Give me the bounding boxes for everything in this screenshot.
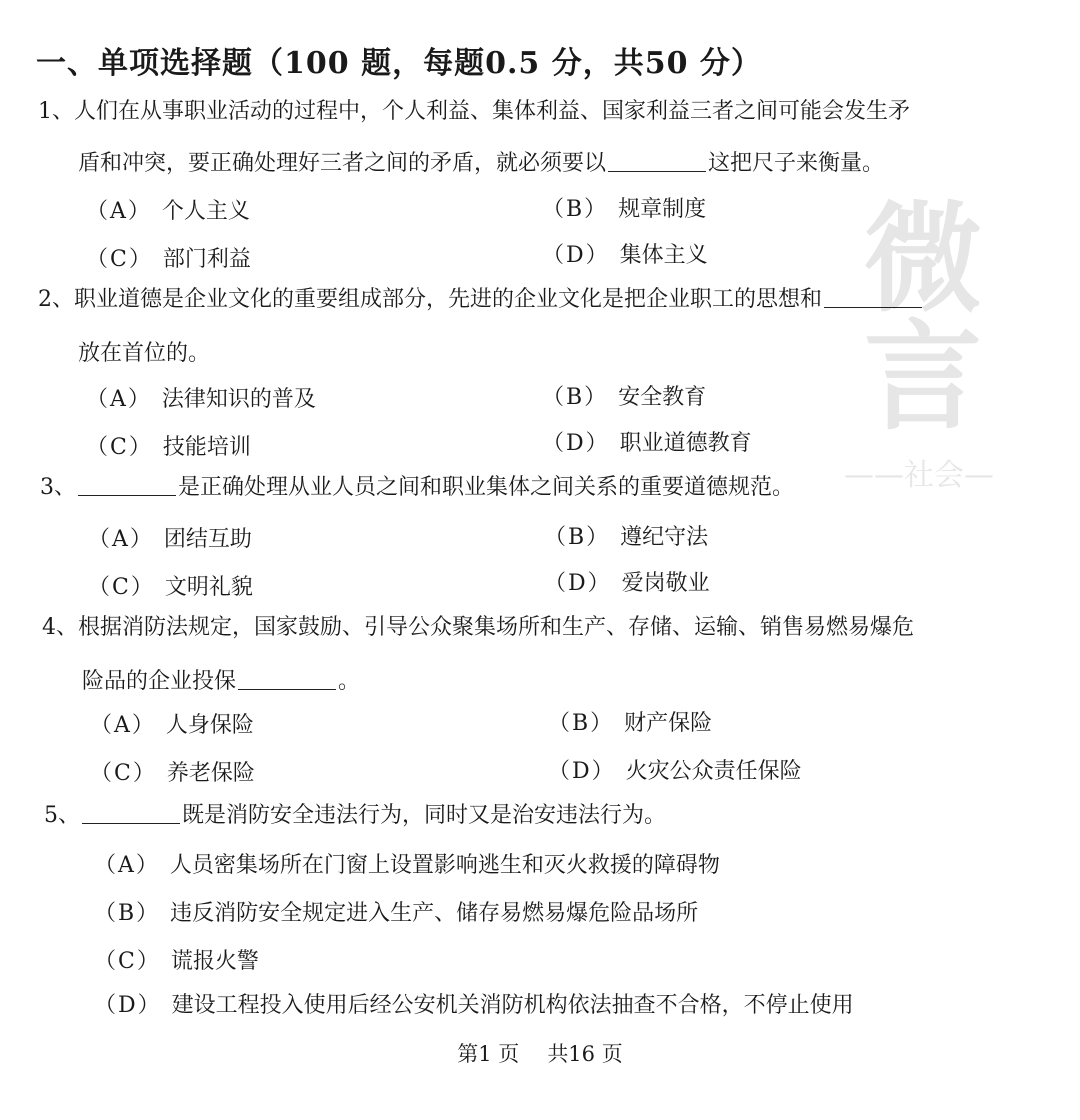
option-text: 谎报火警 <box>170 949 259 974</box>
watermark-logo-text: 微言 <box>864 190 987 446</box>
option-text: 个人主义 <box>161 199 250 224</box>
question-1-line-1 <box>38 88 910 136</box>
option-text: 法律知识的普及 <box>161 387 316 412</box>
option-d <box>548 754 802 785</box>
option-text: 规章制度 <box>618 197 707 222</box>
answer-blank <box>82 803 180 824</box>
option-letter: （C） <box>90 761 157 786</box>
option-letter: （C） <box>86 247 153 272</box>
option-text: 安全教育 <box>618 385 707 410</box>
option-text: 技能培训 <box>162 435 251 460</box>
option-letter: （C） <box>94 949 161 974</box>
option-a <box>86 382 316 413</box>
option-letter: （A） <box>88 527 154 552</box>
option-b <box>542 380 706 411</box>
question-2-line-2 <box>78 336 210 367</box>
option-a <box>86 194 250 225</box>
question-3-line-1 <box>40 464 794 512</box>
option-letter: （C） <box>88 575 155 600</box>
option-c <box>86 242 251 273</box>
question-5-line-1 <box>44 792 666 840</box>
option-a <box>94 848 720 879</box>
question-number: 1、 <box>38 99 74 124</box>
option-text: 火灾公众责任保险 <box>625 759 802 784</box>
option-a <box>90 708 254 739</box>
option-letter: （D） <box>94 993 162 1018</box>
option-letter: （A） <box>86 199 152 224</box>
question-number: 3、 <box>40 475 76 500</box>
option-text: 职业道德教育 <box>619 431 752 456</box>
option-letter: （B） <box>542 197 609 222</box>
option-letter: （B） <box>542 385 609 410</box>
option-letter: （D） <box>542 431 610 456</box>
question-4-line-1 <box>42 604 914 652</box>
question-text: 这把尺子来衡量。 <box>708 151 885 176</box>
answer-blank <box>824 287 922 308</box>
option-c <box>94 944 259 975</box>
option-text: 文明礼貌 <box>164 575 253 600</box>
option-c <box>88 570 253 601</box>
option-text: 人员密集场所在门窗上设置影响逃生和灭火救援的障碍物 <box>169 853 720 878</box>
question-number: 2、 <box>38 287 74 312</box>
option-text: 人身保险 <box>165 713 254 738</box>
answer-blank <box>608 151 706 172</box>
question-1-line-2 <box>78 146 884 177</box>
watermark <box>844 190 1080 494</box>
option-text: 财产保险 <box>624 711 713 736</box>
option-a <box>88 522 252 553</box>
option-b <box>548 706 712 737</box>
option-c <box>90 756 255 787</box>
option-c <box>86 430 251 461</box>
page-footer <box>0 1038 1080 1068</box>
option-letter: （A） <box>94 853 160 878</box>
option-letter: （D） <box>548 759 616 784</box>
question-text: 职业道德是企业文化的重要组成部分，先进的企业文化是把企业职工的思想和 <box>74 287 823 312</box>
option-d <box>544 566 710 597</box>
question-text: 是正确处理从业人员之间和职业集体之间关系的重要道德规范。 <box>178 475 795 500</box>
question-text: 既是消防安全违法行为，同时又是治安违法行为。 <box>182 803 667 828</box>
question-text: 根据消防法规定，国家鼓励、引导公众聚集场所和生产、存储、运输、销售易燃易爆危 <box>78 615 915 640</box>
option-letter: （B） <box>548 711 615 736</box>
question-text: 。 <box>338 669 361 694</box>
page-number: 第1 页 <box>457 1042 520 1066</box>
option-d <box>94 988 854 1019</box>
question-text: 盾和冲突，要正确处理好三者之间的矛盾，就必须要以 <box>78 151 607 176</box>
question-number: 5、 <box>44 803 80 828</box>
option-letter: （C） <box>86 435 153 460</box>
option-letter: （A） <box>90 713 156 738</box>
option-text: 建设工程投入使用后经公安机关消防机构依法抽查不合格，不停止使用 <box>171 993 854 1018</box>
option-text: 违反消防安全规定进入生产、储存易燃易爆危险品场所 <box>170 901 699 926</box>
option-b <box>94 896 698 927</box>
option-letter: （D） <box>542 243 610 268</box>
option-d <box>542 426 752 457</box>
option-text: 养老保险 <box>166 761 255 786</box>
option-text: 遵纪守法 <box>620 525 709 550</box>
option-d <box>542 238 708 269</box>
section-title: 一、单项选择题（100 题，每题0.5 分，共50 分） <box>36 46 762 81</box>
option-letter: （B） <box>544 525 611 550</box>
option-text: 爱岗敬业 <box>621 571 710 596</box>
watermark-subtext: ——社会— <box>844 458 994 493</box>
option-b <box>542 192 706 223</box>
option-text: 团结互助 <box>163 527 252 552</box>
question-text: 放在首位的。 <box>78 341 211 366</box>
question-text: 人们在从事职业活动的过程中，个人利益、集体利益、国家利益三者之间可能会发生矛 <box>74 99 911 124</box>
option-letter: （B） <box>94 901 161 926</box>
answer-blank <box>78 475 176 496</box>
question-2-line-1 <box>38 276 924 324</box>
option-letter: （A） <box>86 387 152 412</box>
question-text: 险品的企业投保 <box>82 669 237 694</box>
page-total: 共16 页 <box>547 1042 623 1066</box>
answer-blank <box>238 669 336 690</box>
question-number: 4、 <box>42 615 78 640</box>
option-text: 集体主义 <box>619 243 708 268</box>
question-4-line-2 <box>82 664 360 695</box>
option-b <box>544 520 708 551</box>
option-letter: （D） <box>544 571 612 596</box>
option-text: 部门利益 <box>162 247 251 272</box>
